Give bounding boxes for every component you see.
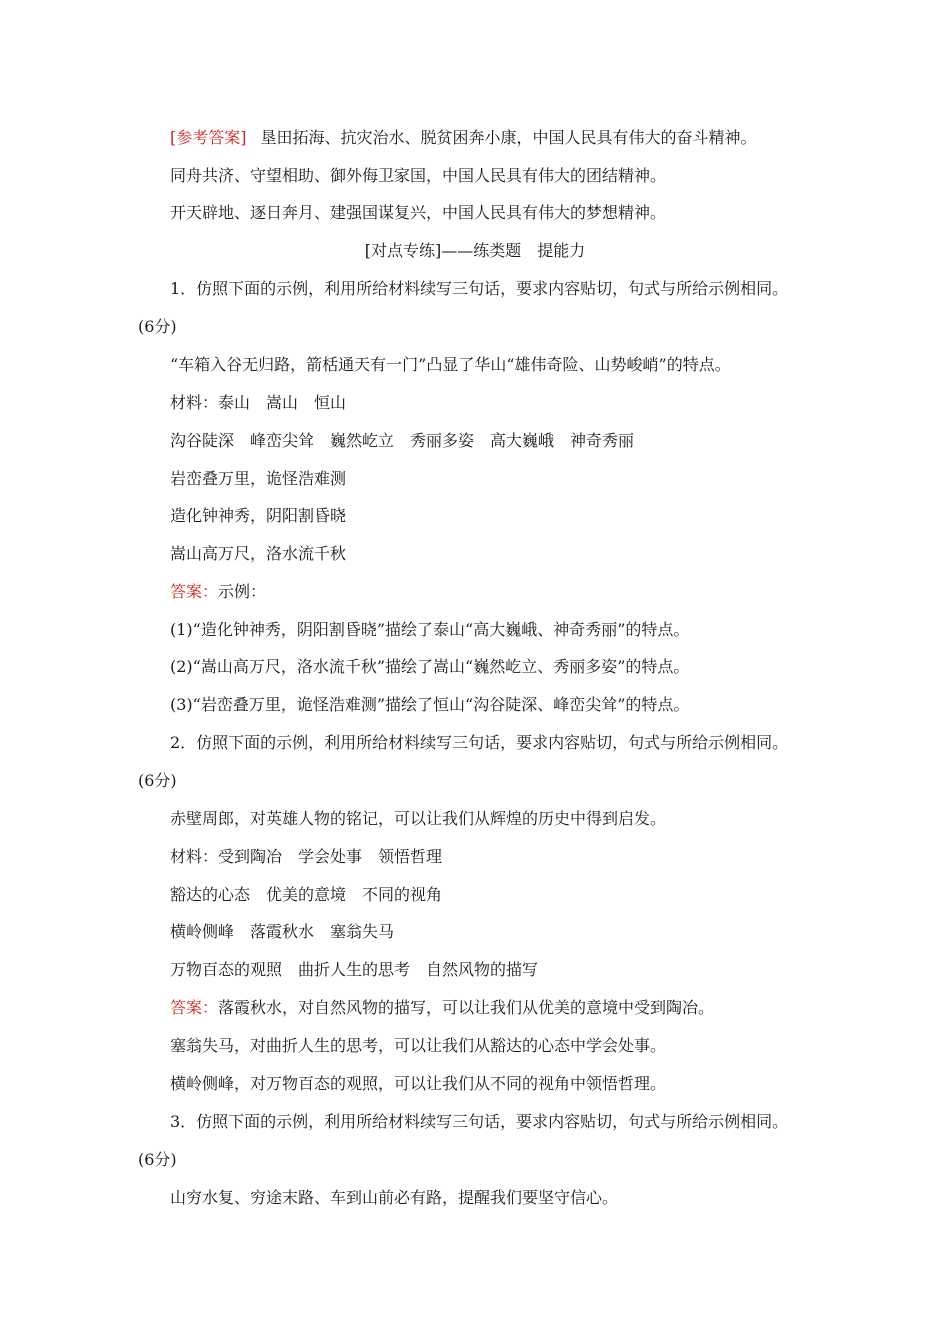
question-1-score: (6分) — [138, 317, 177, 336]
question-1-material-2: 沟谷陡深 峰峦尖耸 巍然屹立 秀丽多姿 高大巍峨 神奇秀丽 — [170, 431, 635, 450]
reference-line-2: 同舟共济、守望相助、御外侮卫家国，中国人民具有伟大的团结精神。 — [170, 166, 667, 185]
question-1-material-1: 材料：泰山 嵩山 恒山 — [170, 393, 347, 412]
reference-text: 垦田拓海、抗灾治水、脱贫困奔小康，中国人民具有伟大的奋斗精神。 — [260, 128, 757, 147]
question-1-answer — [170, 582, 266, 602]
question-3-prompt: 3．仿照下面的示例，利用所给材料续写三句话，要求内容贴切，句式与所给示例相同。 — [170, 1112, 789, 1131]
answer-text: 示例： — [218, 582, 267, 601]
question-2-material-4: 万物百态的观照 曲折人生的思考 自然风物的描写 — [170, 960, 539, 979]
question-1-material-4: 造化钟神秀，阴阳割昏晓 — [170, 506, 347, 525]
answer-label: 答案： — [170, 998, 219, 1017]
question-1-example: “车箱入谷无归路，箭栝通天有一门”凸显了华山“雄伟奇险、山势峻峭”的特点。 — [170, 355, 731, 374]
question-1-prompt: 1．仿照下面的示例，利用所给材料续写三句话，要求内容贴切，句式与所给示例相同。 — [170, 279, 789, 298]
reference-label: [参考答案] — [170, 128, 247, 147]
section-heading: [对点专练]——练类题 提能力 — [364, 241, 586, 260]
question-1-answer-line-2: (2)“嵩山高万尺，洛水流千秋”描绘了嵩山“巍然屹立、秀丽多姿”的特点。 — [170, 657, 690, 676]
question-2-material-3: 横岭侧峰 落霞秋水 塞翁失马 — [170, 922, 395, 941]
question-1-answer-line-1: (1)“造化钟神秀，阴阳割昏晓”描绘了泰山“高大巍峨、神奇秀丽”的特点。 — [170, 620, 690, 639]
question-3-example: 山穷水复、穷途末路、车到山前必有路，提醒我们要坚守信心。 — [170, 1188, 619, 1207]
question-3-score: (6分) — [138, 1150, 177, 1169]
question-2-example: 赤壁周郎，对英雄人物的铭记，可以让我们从辉煌的历史中得到启发。 — [170, 809, 667, 828]
question-2-prompt: 2．仿照下面的示例，利用所给材料续写三句话，要求内容贴切，句式与所给示例相同。 — [170, 733, 789, 752]
question-2-answer — [170, 998, 714, 1018]
reference-line-3: 开天辟地、逐日奔月、建强国谋复兴，中国人民具有伟大的梦想精神。 — [170, 203, 667, 222]
reference-line-1 — [170, 128, 757, 148]
question-1-material-5: 嵩山高万尺，洛水流千秋 — [170, 544, 347, 563]
question-2-material-2: 豁达的心态 优美的意境 不同的视角 — [170, 885, 443, 904]
question-1-material-3: 岩峦叠万里，诡怪浩难测 — [170, 469, 347, 488]
question-2-answer-line-1: 塞翁失马，对曲折人生的思考，可以让我们从豁达的心态中学会处事。 — [170, 1036, 667, 1055]
question-2-material-1: 材料：受到陶冶 学会处事 领悟哲理 — [170, 847, 443, 866]
question-2-answer-line-2: 横岭侧峰，对万物百态的观照，可以让我们从不同的视角中领悟哲理。 — [170, 1074, 667, 1093]
question-1-answer-line-3: (3)“岩峦叠万里，诡怪浩难测”描绘了恒山“沟谷陡深、峰峦尖耸”的特点。 — [170, 695, 690, 714]
answer-label: 答案： — [170, 582, 219, 601]
question-2-score: (6分) — [138, 771, 177, 790]
answer-text: 落霞秋水，对自然风物的描写，可以让我们从优美的意境中受到陶冶。 — [218, 998, 715, 1017]
